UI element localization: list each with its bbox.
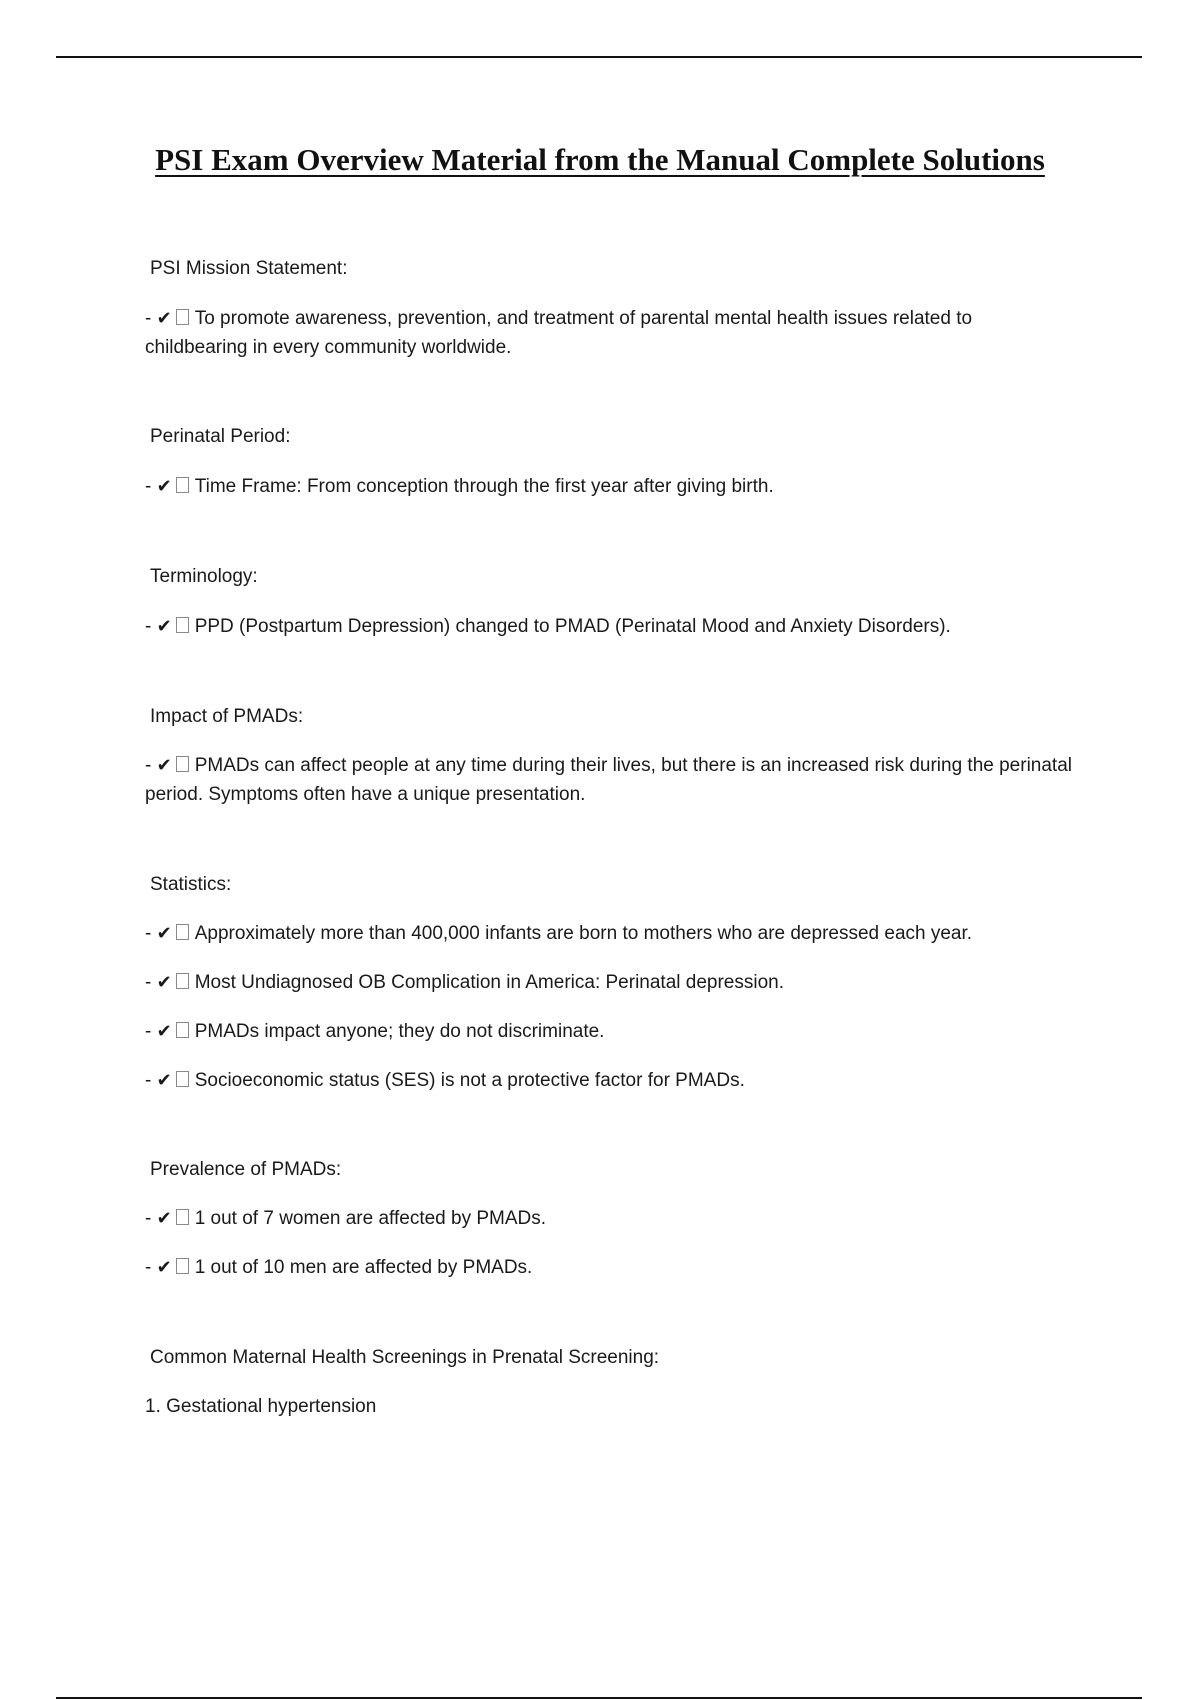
section-label-perinatal: Perinatal Period: bbox=[150, 426, 291, 447]
item-text: To promote awareness, prevention, and treatment of parental mental health issues related to childbearing in every community worldwide. bbox=[145, 308, 973, 358]
item-text: PPD (Postpartum Depression) changed to PMAD (Perinatal Mood and Anxiety Disorders). bbox=[194, 616, 951, 637]
section-label-mission: PSI Mission Statement: bbox=[150, 258, 348, 279]
item-text: 1 out of 7 women are affected by PMADs. bbox=[194, 1208, 547, 1229]
list-item bbox=[145, 304, 1075, 362]
item-text: PMADs can affect people at any time during their lives, but there is an increased risk during the perinatal period. Symptoms often have a unique presentation. bbox=[145, 755, 1072, 805]
section-label-terminology: Terminology: bbox=[150, 566, 258, 587]
check-icon: ✔ bbox=[156, 755, 172, 776]
item-text: 1 out of 10 men are affected by PMADs. bbox=[194, 1257, 533, 1278]
list-item bbox=[145, 1253, 1075, 1282]
box-icon bbox=[176, 1022, 189, 1038]
check-icon: ✔ bbox=[156, 308, 172, 329]
box-icon bbox=[176, 756, 189, 772]
check-icon: ✔ bbox=[156, 923, 172, 944]
check-icon: ✔ bbox=[156, 1021, 172, 1042]
bullet-dash: - bbox=[145, 923, 157, 944]
box-icon bbox=[176, 477, 189, 493]
bullet-dash: - bbox=[145, 308, 157, 329]
box-icon bbox=[176, 309, 189, 325]
list-item: 1. Gestational hypertension bbox=[145, 1396, 377, 1417]
check-icon: ✔ bbox=[156, 1070, 172, 1091]
item-text: Approximately more than 400,000 infants are born to mothers who are depressed each year. bbox=[194, 923, 973, 944]
bottom-rule bbox=[56, 1697, 1142, 1699]
check-icon: ✔ bbox=[156, 1208, 172, 1229]
check-icon: ✔ bbox=[156, 616, 172, 637]
box-icon bbox=[176, 617, 189, 633]
box-icon bbox=[176, 1209, 189, 1225]
list-item bbox=[145, 472, 1075, 501]
bullet-dash: - bbox=[145, 1208, 157, 1229]
bullet-dash: - bbox=[145, 616, 157, 637]
section-label-prevalence: Prevalence of PMADs: bbox=[150, 1159, 342, 1180]
list-item bbox=[145, 1066, 1075, 1095]
list-item bbox=[145, 1204, 1075, 1233]
section-label-screenings: Common Maternal Health Screenings in Prenatal Screening: bbox=[150, 1347, 660, 1368]
box-icon bbox=[176, 1258, 189, 1274]
check-icon: ✔ bbox=[156, 1257, 172, 1278]
document-title: PSI Exam Overview Material from the Manual Complete Solutions bbox=[155, 142, 1045, 177]
list-item bbox=[145, 919, 1075, 948]
item-text: PMADs impact anyone; they do not discriminate. bbox=[194, 1021, 605, 1042]
section-label-statistics: Statistics: bbox=[150, 874, 232, 895]
item-text: Most Undiagnosed OB Complication in America: Perinatal depression. bbox=[194, 972, 784, 993]
bullet-dash: - bbox=[145, 1070, 157, 1091]
item-text: Time Frame: From conception through the first year after giving birth. bbox=[194, 476, 774, 497]
bullet-dash: - bbox=[145, 1021, 157, 1042]
check-icon: ✔ bbox=[156, 476, 172, 497]
item-text: Socioeconomic status (SES) is not a protective factor for PMADs. bbox=[194, 1070, 745, 1091]
list-item bbox=[145, 1017, 1075, 1046]
section-label-impact: Impact of PMADs: bbox=[150, 706, 304, 727]
bullet-dash: - bbox=[145, 972, 157, 993]
box-icon bbox=[176, 1071, 189, 1087]
bullet-dash: - bbox=[145, 755, 157, 776]
check-icon: ✔ bbox=[156, 972, 172, 993]
box-icon bbox=[176, 924, 189, 940]
bullet-dash: - bbox=[145, 476, 157, 497]
list-item bbox=[145, 968, 1075, 997]
bullet-dash: - bbox=[145, 1257, 157, 1278]
list-item bbox=[145, 751, 1075, 809]
list-item bbox=[145, 612, 1075, 641]
top-rule bbox=[56, 56, 1142, 58]
box-icon bbox=[176, 973, 189, 989]
